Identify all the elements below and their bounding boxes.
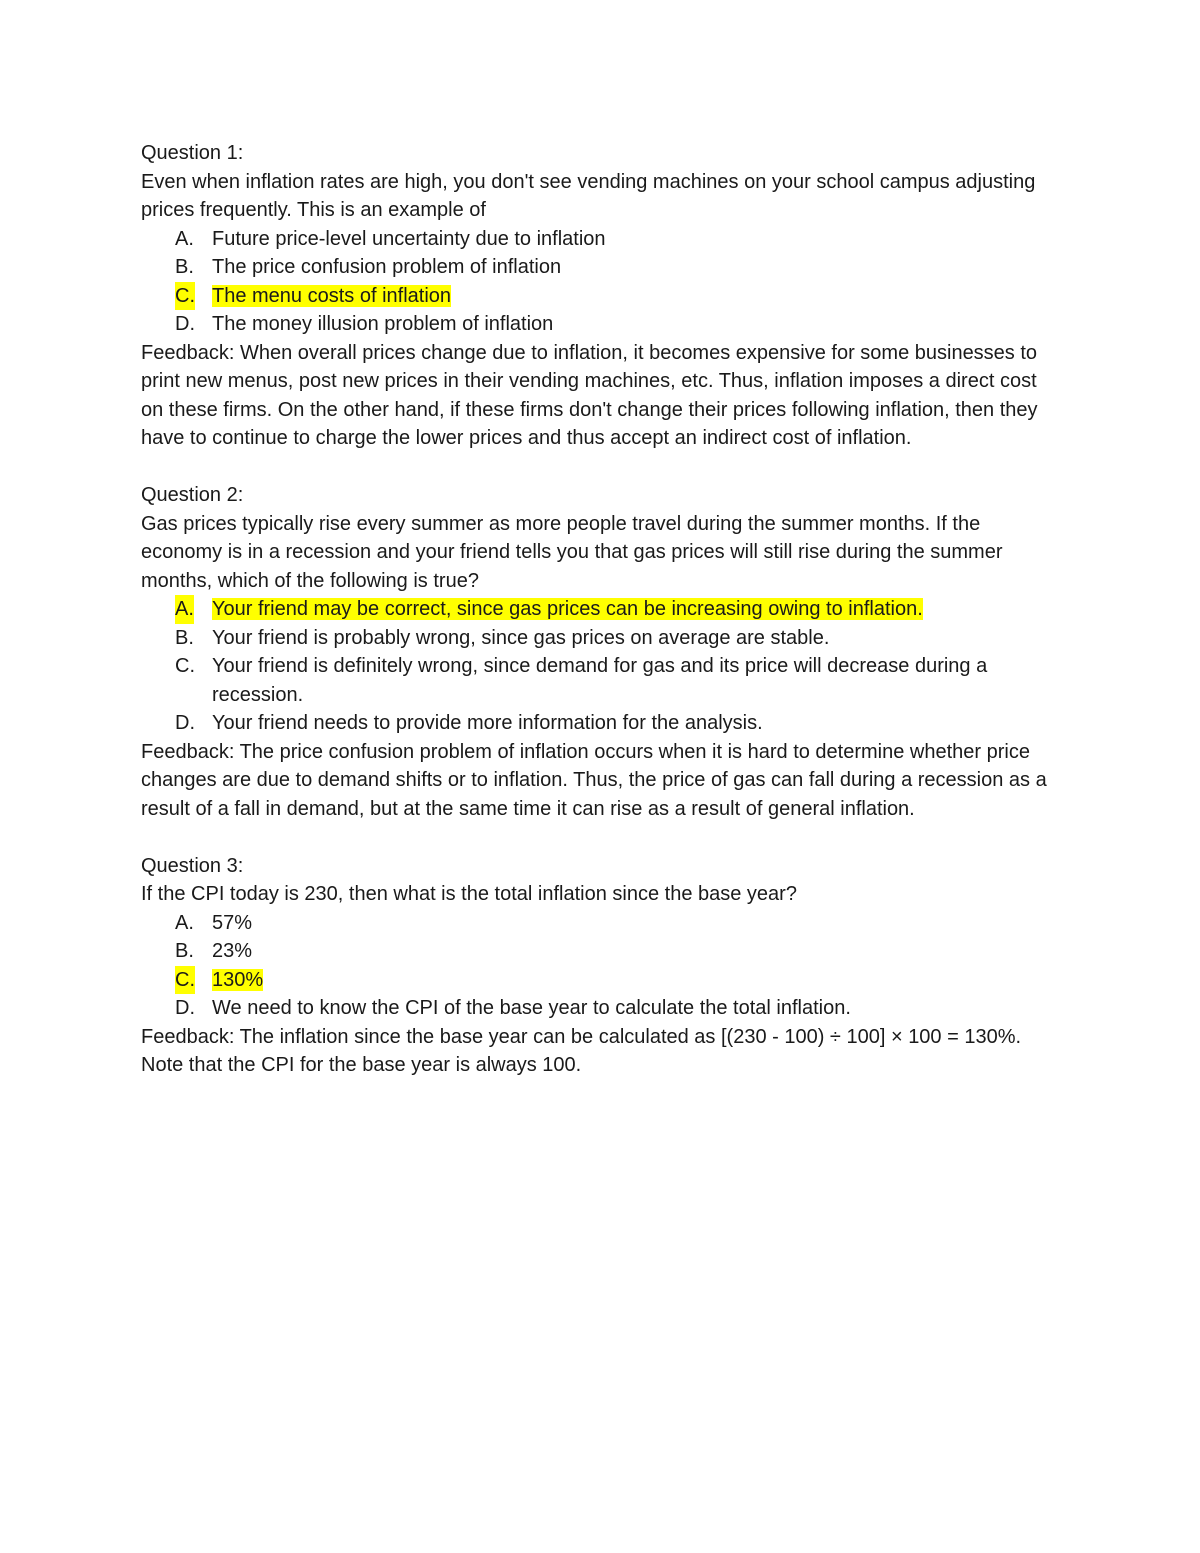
answer-option-b	[141, 253, 1061, 282]
option-letter: A.	[175, 227, 194, 250]
answer-option-c	[141, 652, 1061, 709]
question-text: If the CPI today is 230, then what is the total inflation since the base year?	[141, 883, 797, 905]
answer-options	[141, 909, 1061, 1023]
option-letter: D.	[175, 997, 195, 1019]
option-text: Your friend is definitely wrong, since demand for gas and its price will decrease during a recession.	[212, 655, 988, 706]
option-letter: C.	[175, 655, 195, 677]
answer-option-b	[141, 937, 1061, 966]
feedback-text: Feedback: The price confusion problem of inflation occurs when it is hard to determine whether price changes are due to demand shifts or to inflation. Thus, the price of gas can fall during a recession as a result of a fall in demand, but at the same time it can rise as a result of general inflation.	[141, 740, 1047, 820]
option-text: Your friend may be correct, since gas prices can be increasing owing to inflation.	[212, 598, 923, 620]
document-page	[141, 139, 1061, 1108]
option-letter: A.	[175, 911, 194, 934]
question-title: Question 3:	[141, 854, 244, 877]
answer-options	[141, 225, 1061, 339]
option-letter: C.	[175, 282, 195, 311]
option-text: The menu costs of inflation	[212, 284, 452, 307]
question-2	[141, 481, 1061, 823]
option-letter: D.	[175, 313, 195, 335]
option-text: Your friend is probably wrong, since gas prices on average are stable.	[212, 626, 830, 649]
answer-option-d	[141, 709, 1061, 738]
answer-option-a	[141, 225, 1061, 254]
option-letter: C.	[175, 966, 195, 995]
answer-option-a-correct	[141, 595, 1061, 624]
option-text: Future price-level uncertainty due to inflation	[212, 227, 606, 250]
option-text: The price confusion problem of inflation	[212, 256, 562, 278]
feedback-text: Feedback: The inflation since the base year can be calculated as [(230 - 100) ÷ 100] × 100 = 130%. Note that the CPI for the base year is always 100.	[141, 1025, 1022, 1076]
question-text: Even when inflation rates are high, you don't see vending machines on your school campus adjusting prices frequently. This is an example of	[141, 170, 1036, 221]
question-title: Question 1:	[141, 142, 244, 164]
answer-option-a	[141, 909, 1061, 938]
feedback-text: Feedback: When overall prices change due to inflation, it becomes expensive for some businesses to print new menus, post new prices in their vending machines, etc. Thus, inflation imposes a direct cost on these firms. On the other hand, if these firms don't change their prices following inflation, then they have to continue to charge the lower prices and thus accept an indirect cost of inflation.	[141, 341, 1038, 449]
option-text: 23%	[212, 940, 253, 962]
option-text: The money illusion problem of inflation	[212, 313, 554, 335]
option-letter: B.	[175, 626, 194, 649]
answer-option-c-correct	[141, 282, 1061, 311]
answer-options	[141, 595, 1061, 738]
option-text: 57%	[212, 911, 253, 934]
question-1	[141, 139, 1061, 453]
option-letter: B.	[175, 256, 194, 278]
answer-option-d	[141, 310, 1061, 339]
question-text: Gas prices typically rise every summer as more people travel during the summer months. If the economy is in a recession and your friend tells you that gas prices will still rise during the summer months, which of the following is true?	[141, 512, 1003, 592]
option-letter: A.	[175, 595, 194, 624]
answer-option-c-correct	[141, 966, 1061, 995]
question-3	[141, 852, 1061, 1080]
answer-option-b	[141, 624, 1061, 653]
option-letter: D.	[175, 712, 195, 734]
question-title: Question 2:	[141, 484, 244, 506]
answer-option-d	[141, 994, 1061, 1023]
option-text: We need to know the CPI of the base year to calculate the total inflation.	[212, 997, 851, 1019]
option-letter: B.	[175, 940, 194, 962]
option-text: Your friend needs to provide more information for the analysis.	[212, 712, 763, 734]
option-text: 130%	[212, 968, 264, 991]
